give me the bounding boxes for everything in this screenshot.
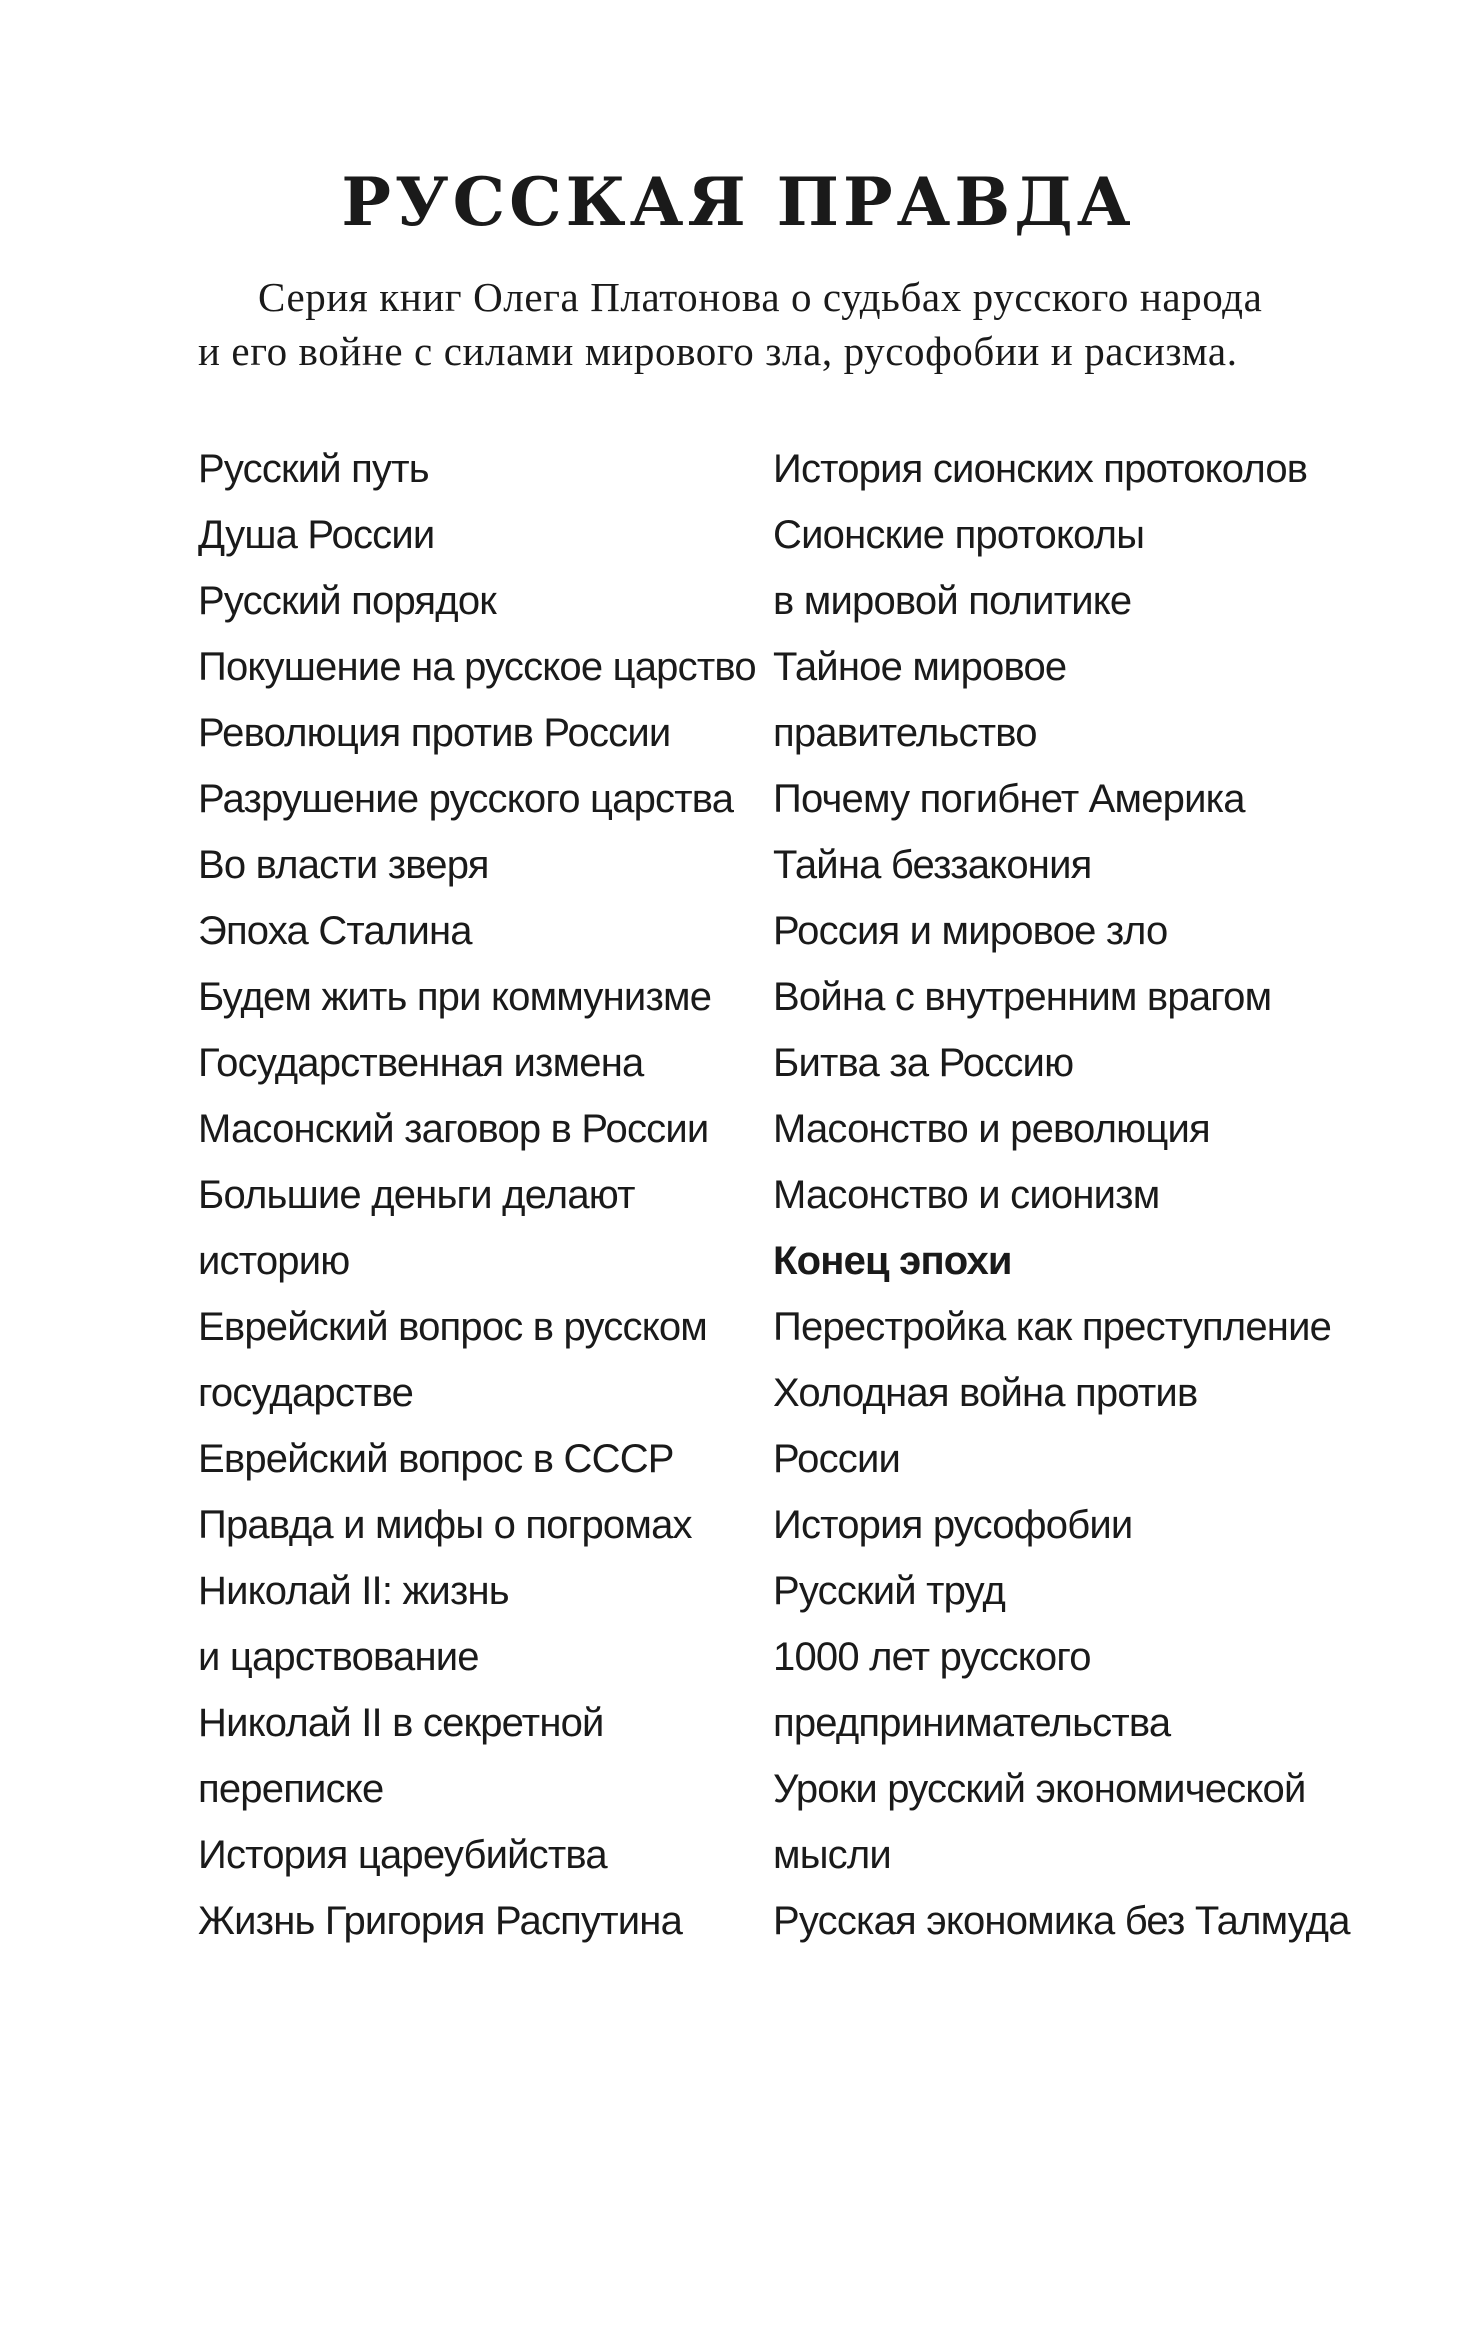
- book-list-item: Уроки русский экономической: [773, 1767, 1306, 1811]
- book-list-item: Душа России: [198, 513, 435, 557]
- series-description: [198, 270, 1318, 378]
- book-list-item: История сионских протоколов: [773, 447, 1308, 491]
- book-list-item: Масонство и сионизм: [773, 1173, 1160, 1217]
- book-list-item: Холодная война против: [773, 1371, 1198, 1415]
- book-list-item: Русский порядок: [198, 579, 496, 623]
- book-list-item: 1000 лет русского: [773, 1635, 1091, 1679]
- book-list-item-highlighted: Конец эпохи: [773, 1239, 1012, 1283]
- page-title: РУССКАЯ ПРАВДА: [341, 163, 1135, 241]
- series-description-line-2: и его войне с силами мирового зла, русофобии и расизма.: [198, 328, 1238, 374]
- book-list-item: Покушение на русское царство: [198, 645, 756, 689]
- book-list-item: Русская экономика без Талмуда: [773, 1899, 1350, 1943]
- book-list-item: Еврейский вопрос в СССР: [198, 1437, 674, 1481]
- book-list-item: мысли: [773, 1833, 891, 1877]
- book-list-item: Русский путь: [198, 447, 429, 491]
- book-list-item: государстве: [198, 1371, 414, 1415]
- book-list-item: предпринимательства: [773, 1701, 1171, 1745]
- book-list-item: и царствование: [198, 1635, 479, 1679]
- book-list-item: Тайна беззакония: [773, 843, 1092, 887]
- book-list-item: Правда и мифы о погромах: [198, 1503, 692, 1547]
- book-list-item: Разрушение русского царства: [198, 777, 734, 821]
- book-list-item: Государственная измена: [198, 1041, 644, 1085]
- book-list-item: История русофобии: [773, 1503, 1133, 1547]
- book-list-item: Россия и мировое зло: [773, 909, 1168, 953]
- book-list-item: История цареубийства: [198, 1833, 607, 1877]
- book-list-item: Большие деньги делают: [198, 1173, 635, 1217]
- book-list-item: Эпоха Сталина: [198, 909, 472, 953]
- book-list-item: Революция против России: [198, 711, 671, 755]
- book-list-right: [773, 436, 1350, 1954]
- book-list-item: в мировой политике: [773, 579, 1132, 623]
- book-list-left: [198, 436, 758, 1954]
- book-list-item: Русский труд: [773, 1569, 1006, 1613]
- book-list-item: Будем жить при коммунизме: [198, 975, 712, 1019]
- book-list-item: Николай II: жизнь: [198, 1569, 509, 1613]
- series-description-line-1: Серия книг Олега Платонова о судьбах русского народа: [258, 274, 1263, 320]
- book-list-item: Еврейский вопрос в русском: [198, 1305, 707, 1349]
- book-list-item: России: [773, 1437, 901, 1481]
- book-list-item: Николай II в секретной: [198, 1701, 604, 1745]
- book-list-item: Сионские протоколы: [773, 513, 1145, 557]
- book-list-item: правительство: [773, 711, 1037, 755]
- book-list-item: Битва за Россию: [773, 1041, 1074, 1085]
- book-list-item: Масонство и революция: [773, 1107, 1210, 1151]
- book-list-item: Почему погибнет Америка: [773, 777, 1245, 821]
- book-list-item: Война с внутренним врагом: [773, 975, 1272, 1019]
- book-list-item: переписке: [198, 1767, 384, 1811]
- book-list-item: Во власти зверя: [198, 843, 489, 887]
- book-list-item: Масонский заговор в России: [198, 1107, 709, 1151]
- book-list-item: Перестройка как преступление: [773, 1305, 1332, 1349]
- book-list-item: историю: [198, 1239, 350, 1283]
- book-list-item: Жизнь Григория Распутина: [198, 1899, 683, 1943]
- book-list-item: Тайное мировое: [773, 645, 1067, 689]
